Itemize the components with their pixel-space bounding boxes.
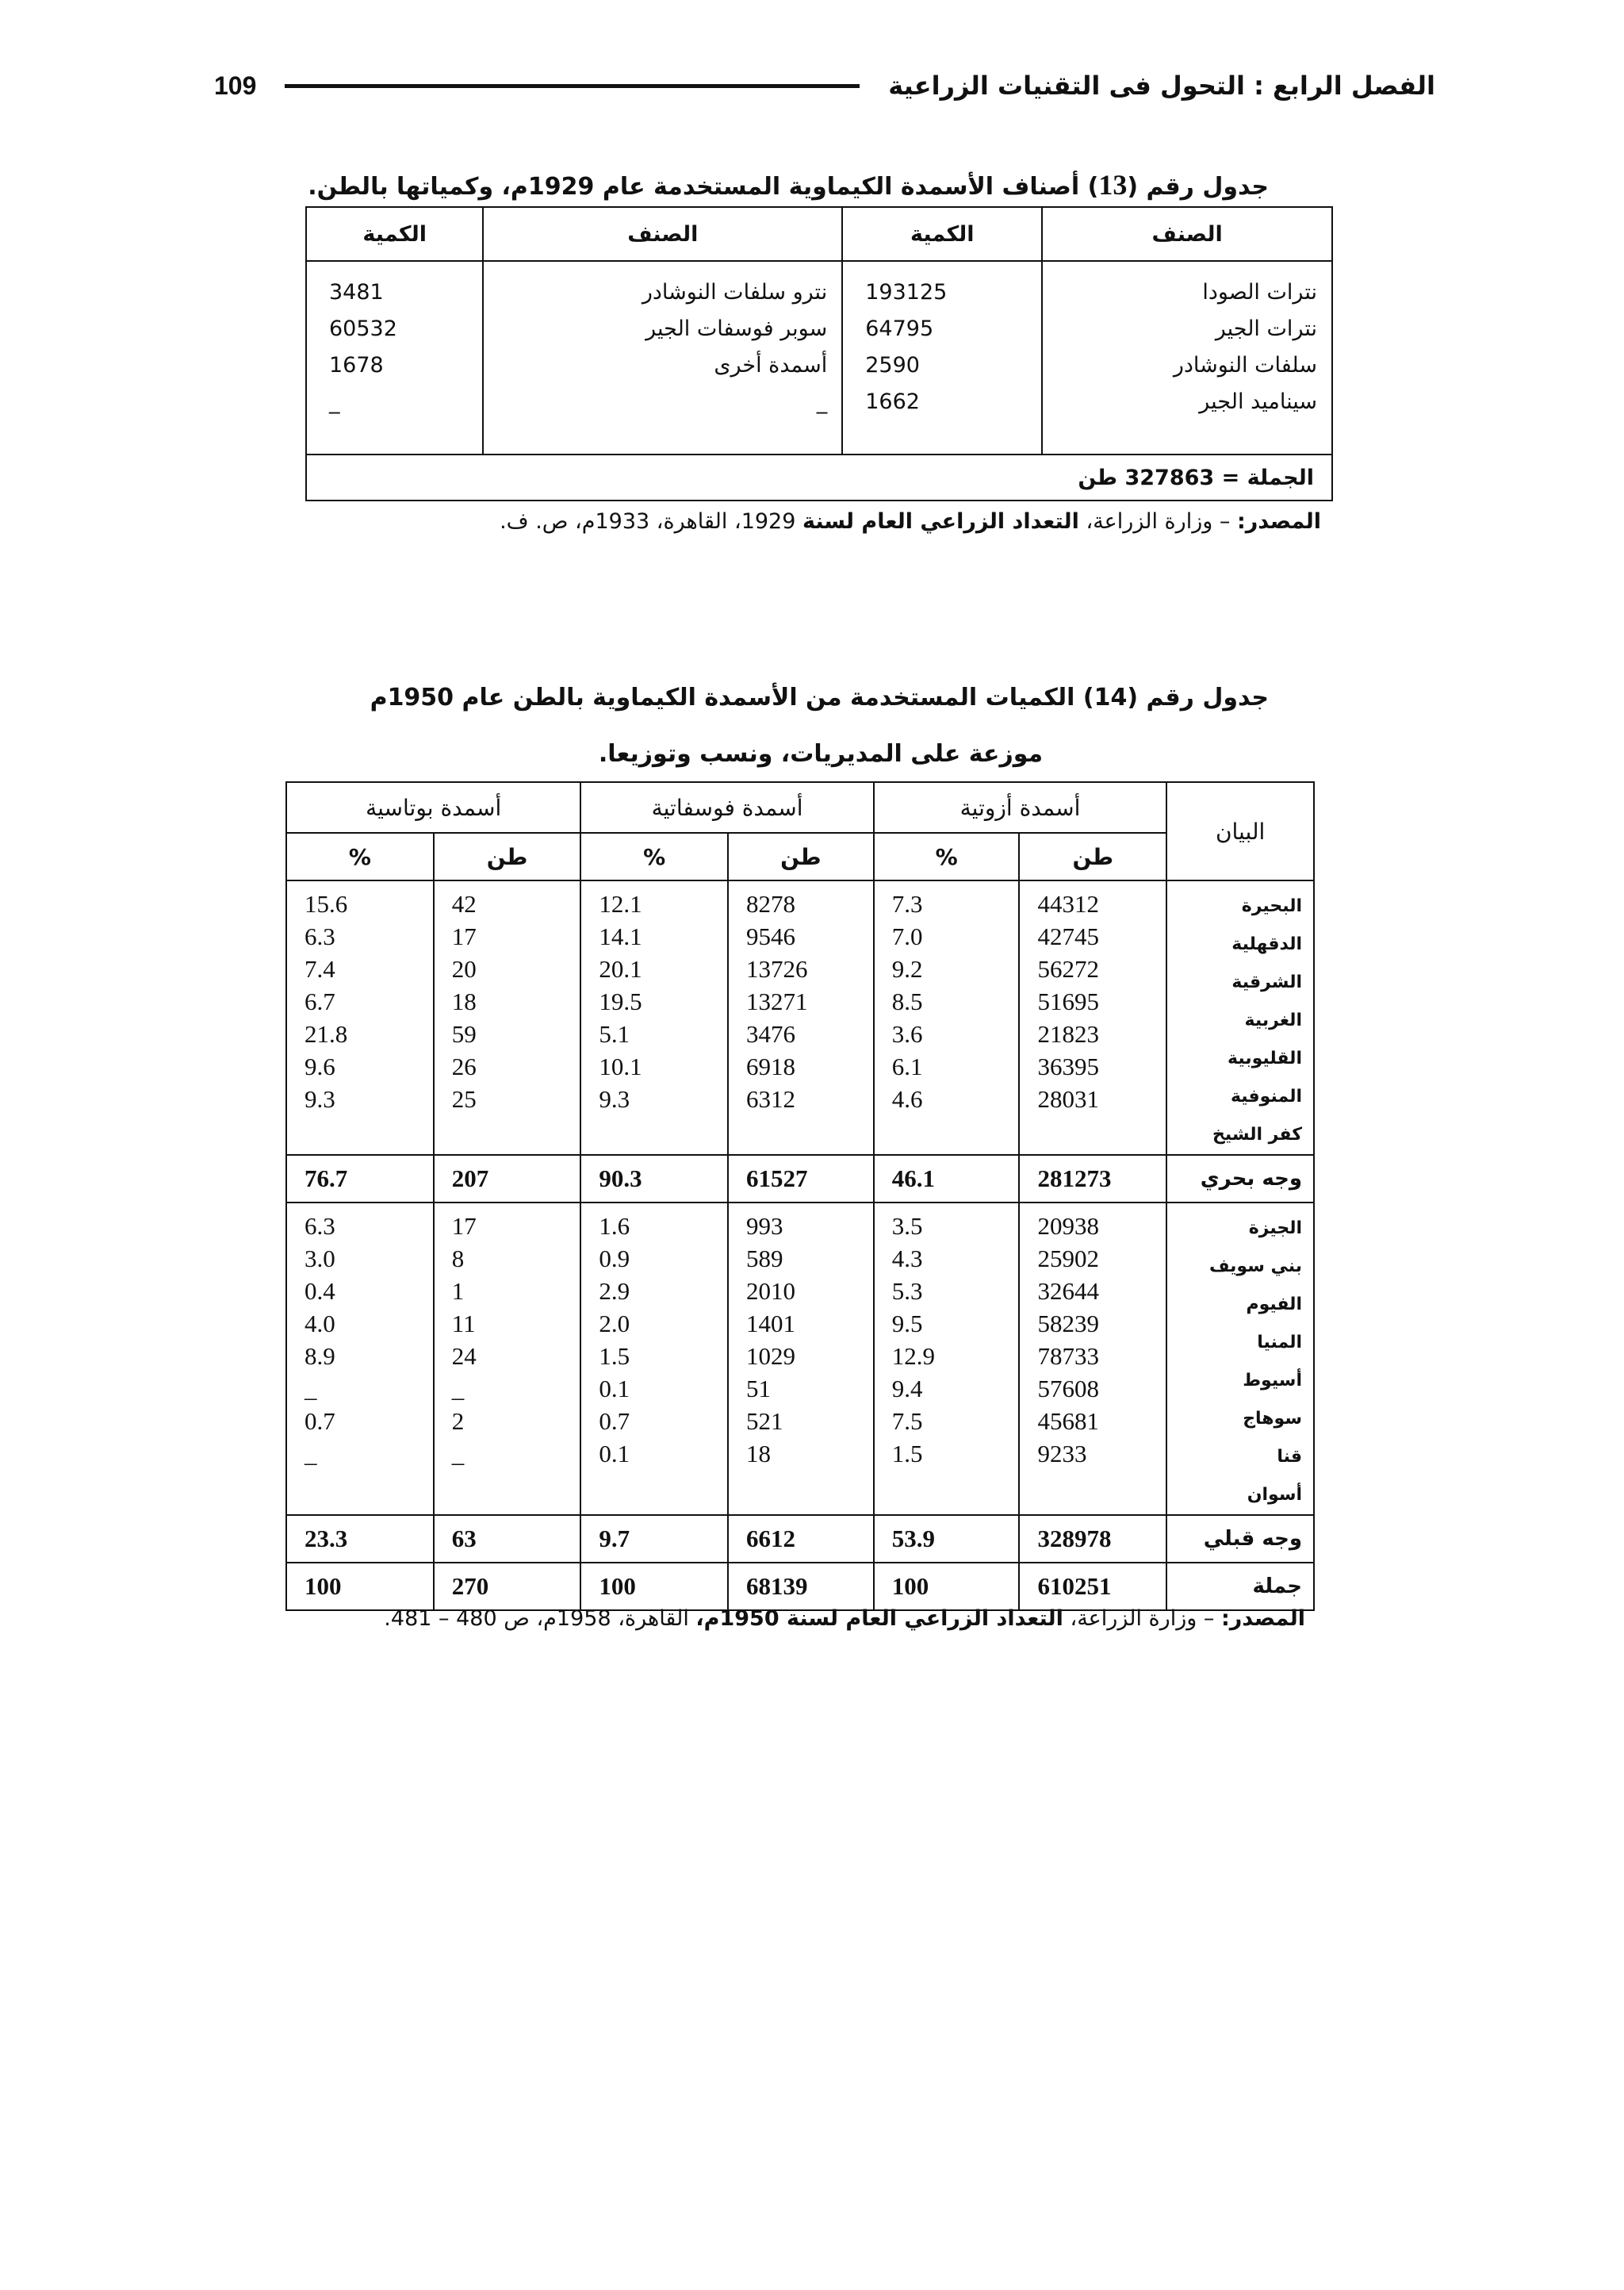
table13-source-text-2: 1929، القاهرة، 1933م، ص. ف. — [500, 509, 802, 534]
governorate-label: المنيا — [1257, 1333, 1302, 1352]
table14-grand-total-row — [286, 1563, 1314, 1610]
table13-caption-number: 13 — [1098, 169, 1128, 201]
value-cell: 8.5 — [891, 988, 923, 1015]
value-cell: 4.0 — [304, 1310, 335, 1337]
total-cell: 9.7 — [580, 1515, 728, 1563]
table13-qty-cell: _ — [329, 389, 340, 414]
total-cell: 61527 — [728, 1155, 874, 1203]
total-cell: 270 — [434, 1563, 581, 1610]
value-cell: 10.1 — [599, 1053, 642, 1080]
value-cell: 32644 — [1037, 1277, 1099, 1305]
value-cell: 1029 — [746, 1342, 796, 1370]
value-cell: 18 — [746, 1440, 772, 1467]
table14-subheader-ton: طن — [728, 833, 874, 880]
table13-qty-cell: 2590 — [865, 353, 920, 378]
value-cell: 44312 — [1037, 890, 1099, 918]
value-cell: 9233 — [1037, 1440, 1087, 1467]
value-cell: _ — [304, 1375, 317, 1402]
table13-type-cell: سلفات النوشادر — [1173, 353, 1317, 378]
value-cell: 56272 — [1037, 955, 1099, 983]
value-cell: 6.3 — [304, 923, 335, 950]
table14-south-nitrogen-pct — [874, 1203, 1020, 1515]
value-cell: 9.4 — [891, 1375, 923, 1402]
value-cell: 1 — [451, 1277, 465, 1305]
value-cell: 3.5 — [891, 1212, 923, 1240]
table13-col-type-1 — [1042, 261, 1332, 455]
table13-type-cell: سيناميد الجير — [1199, 389, 1317, 414]
value-cell: 20938 — [1037, 1212, 1099, 1240]
value-cell: 0.7 — [599, 1407, 630, 1435]
value-cell: 58239 — [1037, 1310, 1099, 1337]
value-cell: 3476 — [746, 1020, 796, 1048]
value-cell: 9546 — [746, 923, 796, 950]
value-cell: 1.6 — [599, 1212, 630, 1240]
table14-north-labels — [1166, 880, 1314, 1155]
value-cell: 24 — [451, 1342, 477, 1370]
value-cell: 1401 — [746, 1310, 796, 1337]
value-cell: 2.9 — [599, 1277, 630, 1305]
table14-south-potash-ton — [434, 1203, 581, 1515]
value-cell: 9.2 — [891, 955, 923, 983]
table14-subheader-pct: % — [580, 833, 728, 880]
total-cell: 46.1 — [874, 1155, 1020, 1203]
table14-north-nitrogen-ton — [1019, 880, 1166, 1155]
table13-type-cell: نترو سلفات النوشادر — [642, 280, 828, 305]
value-cell: 18 — [451, 988, 477, 1015]
table13-col-qty-2 — [306, 261, 483, 455]
value-cell: 7.3 — [891, 890, 923, 918]
total-cell: 100 — [286, 1563, 434, 1610]
value-cell: 25902 — [1037, 1245, 1099, 1272]
value-cell: 51 — [746, 1375, 772, 1402]
value-cell: 0.9 — [599, 1245, 630, 1272]
table14-south-nitrogen-ton — [1019, 1203, 1166, 1515]
value-cell: 6.3 — [304, 1212, 335, 1240]
value-cell: 42745 — [1037, 923, 1099, 950]
value-cell: 13271 — [746, 988, 808, 1015]
value-cell: 2010 — [746, 1277, 796, 1305]
value-cell: 13726 — [746, 955, 808, 983]
table14-north-nitrogen-pct — [874, 880, 1020, 1155]
value-cell: 8.9 — [304, 1342, 335, 1370]
table14-south-total-row — [286, 1515, 1314, 1563]
table14-source-text-1: – وزارة الزراعة، — [1063, 1606, 1221, 1631]
table13-source — [500, 509, 1321, 534]
table13-col-type-2 — [483, 261, 842, 455]
value-cell: 0.4 — [304, 1277, 335, 1305]
value-cell: 11 — [451, 1310, 476, 1337]
table14-south-potash-pct — [286, 1203, 434, 1515]
value-cell: 2 — [451, 1407, 465, 1435]
total-cell: 63 — [434, 1515, 581, 1563]
value-cell: 3.0 — [304, 1245, 335, 1272]
table13-header-type-2: الصنف — [483, 207, 842, 261]
value-cell: 78733 — [1037, 1342, 1099, 1370]
governorate-label: بني سويف — [1208, 1256, 1302, 1276]
table13-type-cell: نترات الصودا — [1202, 280, 1317, 305]
value-cell: _ — [451, 1375, 465, 1402]
table14-header-phosphate: أسمدة فوسفاتية — [580, 782, 873, 833]
value-cell: 5.1 — [599, 1020, 630, 1048]
value-cell: 0.1 — [599, 1440, 630, 1467]
table14-header-nitrogen: أسمدة أزوتية — [874, 782, 1166, 833]
value-cell: 17 — [451, 923, 477, 950]
value-cell: 7.5 — [891, 1407, 923, 1435]
value-cell: 9.5 — [891, 1310, 923, 1337]
value-cell: 6.1 — [891, 1053, 923, 1080]
total-cell: 207 — [434, 1155, 581, 1203]
total-cell: 100 — [580, 1563, 728, 1610]
table14 — [285, 781, 1315, 1611]
table14-subheader-pct: % — [286, 833, 434, 880]
table14-north-phosphate-ton — [728, 880, 874, 1155]
table14-source-label: المصدر: — [1220, 1606, 1305, 1631]
value-cell: 12.1 — [599, 890, 642, 918]
value-cell: 3.6 — [891, 1020, 923, 1048]
value-cell: 57608 — [1037, 1375, 1099, 1402]
value-cell: 9.3 — [599, 1085, 630, 1113]
table13-type-cell: نترات الجير — [1215, 316, 1317, 341]
value-cell: 26 — [451, 1053, 477, 1080]
governorate-label: كفر الشيخ — [1212, 1125, 1302, 1145]
total-cell: 90.3 — [580, 1155, 728, 1203]
value-cell: 20 — [451, 955, 477, 983]
value-cell: 1.5 — [599, 1342, 630, 1370]
value-cell: 6.7 — [304, 988, 335, 1015]
value-cell: 0.1 — [599, 1375, 630, 1402]
table14-north-total-row — [286, 1155, 1314, 1203]
value-cell: 1.5 — [891, 1440, 923, 1467]
table13-source-title: التعداد الزراعي العام لسنة — [802, 509, 1079, 534]
total-cell: 53.9 — [874, 1515, 1020, 1563]
table13-col-qty-1 — [842, 261, 1042, 455]
value-cell: _ — [304, 1440, 317, 1467]
value-cell: 993 — [746, 1212, 783, 1240]
table13-type-cell: أسمدة أخرى — [714, 353, 828, 378]
table14-subheader-ton: طن — [1019, 833, 1166, 880]
value-cell: 21.8 — [304, 1020, 348, 1048]
value-cell: 5.3 — [891, 1277, 923, 1305]
governorate-label: الجيزة — [1248, 1218, 1302, 1238]
table13-qty-cell: 60532 — [329, 316, 397, 341]
table14-source — [384, 1606, 1305, 1631]
governorate-label: البحيرة — [1241, 896, 1302, 916]
value-cell: 51695 — [1037, 988, 1099, 1015]
table14-source-title: التعداد الزراعي العام لسنة 1950م، — [695, 1606, 1063, 1631]
value-cell: 8 — [451, 1245, 465, 1272]
table13-caption — [308, 168, 1269, 201]
governorate-label: أسيوط — [1243, 1371, 1302, 1390]
value-cell: 19.5 — [599, 988, 642, 1015]
table14-south-labels — [1166, 1203, 1314, 1515]
value-cell: 589 — [746, 1245, 783, 1272]
value-cell: 7.4 — [304, 955, 335, 983]
table13-header-qty-2: الكمية — [306, 207, 483, 261]
table14-south-total-label: وجه قبلي — [1166, 1515, 1314, 1563]
table14-header-bayan: البيان — [1166, 782, 1314, 880]
governorate-label: الشرقية — [1231, 972, 1302, 992]
table13-qty-cell: 1662 — [865, 389, 920, 414]
value-cell: 12.9 — [891, 1342, 936, 1370]
governorate-label: الفيوم — [1246, 1295, 1302, 1314]
table14-north-total-label: وجه بحري — [1166, 1155, 1314, 1203]
table14-north-potash-ton — [434, 880, 581, 1155]
total-cell: 68139 — [728, 1563, 874, 1610]
value-cell: 9.6 — [304, 1053, 335, 1080]
table14-north-block — [286, 880, 1314, 1155]
table13 — [305, 206, 1333, 501]
total-cell: 6612 — [728, 1515, 874, 1563]
table14-south-phosphate-pct — [580, 1203, 728, 1515]
value-cell: 6312 — [746, 1085, 796, 1113]
table14-caption-line2: موزعة على المديريات، ونسب وتوزيعا. — [598, 740, 1044, 768]
table13-caption-prefix: جدول رقم ( — [1127, 173, 1269, 201]
value-cell: _ — [451, 1440, 465, 1467]
table13-qty-cell: 64795 — [865, 316, 934, 341]
value-cell: 2.0 — [599, 1310, 630, 1337]
governorate-label: الدقهلية — [1231, 934, 1302, 954]
value-cell: 28031 — [1037, 1085, 1099, 1113]
value-cell: 9.3 — [304, 1085, 335, 1113]
governorate-label: القليوبية — [1228, 1049, 1302, 1068]
table13-header-type-1: الصنف — [1042, 207, 1332, 261]
total-cell: 610251 — [1019, 1563, 1166, 1610]
value-cell: 6918 — [746, 1053, 796, 1080]
table13-qty-cell: 193125 — [865, 280, 948, 305]
value-cell: 14.1 — [599, 923, 642, 950]
total-cell: 76.7 — [286, 1155, 434, 1203]
table13-caption-suffix: ) أصناف الأسمدة الكيماوية المستخدمة عام 1929م، وكمياتها بالطن. — [308, 173, 1099, 201]
header-rule — [285, 84, 860, 88]
table14-caption-line1: جدول رقم (14) الكميات المستخدمة من الأسمدة الكيماوية بالطن عام 1950م — [370, 684, 1269, 712]
value-cell: 17 — [451, 1212, 477, 1240]
table14-south-phosphate-ton — [728, 1203, 874, 1515]
value-cell: 45681 — [1037, 1407, 1099, 1435]
value-cell: 521 — [746, 1407, 783, 1435]
value-cell: 0.7 — [304, 1407, 335, 1435]
table13-type-cell: سوبر فوسفات الجير — [645, 316, 828, 341]
value-cell: 59 — [451, 1020, 477, 1048]
value-cell: 36395 — [1037, 1053, 1099, 1080]
governorate-label: الغربية — [1244, 1011, 1302, 1030]
value-cell: 8278 — [746, 890, 796, 918]
value-cell: 7.0 — [891, 923, 923, 950]
chapter-title: الفصل الرابع : التحول فى التقنيات الزراعية — [888, 71, 1435, 101]
table14-subheader-ton: طن — [434, 833, 581, 880]
table13-type-cell: _ — [816, 389, 828, 414]
value-cell: 4.6 — [891, 1085, 923, 1113]
table13-qty-cell: 3481 — [329, 280, 384, 305]
table14-north-potash-pct — [286, 880, 434, 1155]
table14-grand-total-label: جملة — [1166, 1563, 1314, 1610]
table14-header-potash: أسمدة بوتاسية — [286, 782, 580, 833]
governorate-label: أسوان — [1247, 1485, 1302, 1505]
governorate-label: قنا — [1277, 1447, 1302, 1467]
total-cell: 281273 — [1019, 1155, 1166, 1203]
table14-source-text-2: القاهرة، 1958م، ص 480 – 481. — [384, 1606, 696, 1631]
table13-header-qty-1: الكمية — [842, 207, 1042, 261]
total-cell: 100 — [874, 1563, 1020, 1610]
value-cell: 15.6 — [304, 890, 348, 918]
table13-total: الجملة = 327863 طن — [306, 455, 1332, 501]
total-cell: 23.3 — [286, 1515, 434, 1563]
value-cell: 42 — [451, 890, 477, 918]
table14-subheader-pct: % — [874, 833, 1020, 880]
table13-qty-cell: 1678 — [329, 353, 384, 378]
total-cell: 328978 — [1019, 1515, 1166, 1563]
table13-source-label: المصدر: — [1236, 509, 1321, 534]
value-cell: 20.1 — [599, 955, 642, 983]
value-cell: 25 — [451, 1085, 477, 1113]
value-cell: 21823 — [1037, 1020, 1099, 1048]
governorate-label: سوهاج — [1243, 1409, 1302, 1429]
table14-north-phosphate-pct — [580, 880, 728, 1155]
governorate-label: المنوفية — [1230, 1087, 1302, 1107]
table14-south-block — [286, 1203, 1314, 1515]
page-header — [214, 62, 1435, 109]
page-number: 109 — [214, 71, 257, 100]
table13-source-text-1: – وزارة الزراعة، — [1078, 509, 1237, 534]
value-cell: 4.3 — [891, 1245, 923, 1272]
